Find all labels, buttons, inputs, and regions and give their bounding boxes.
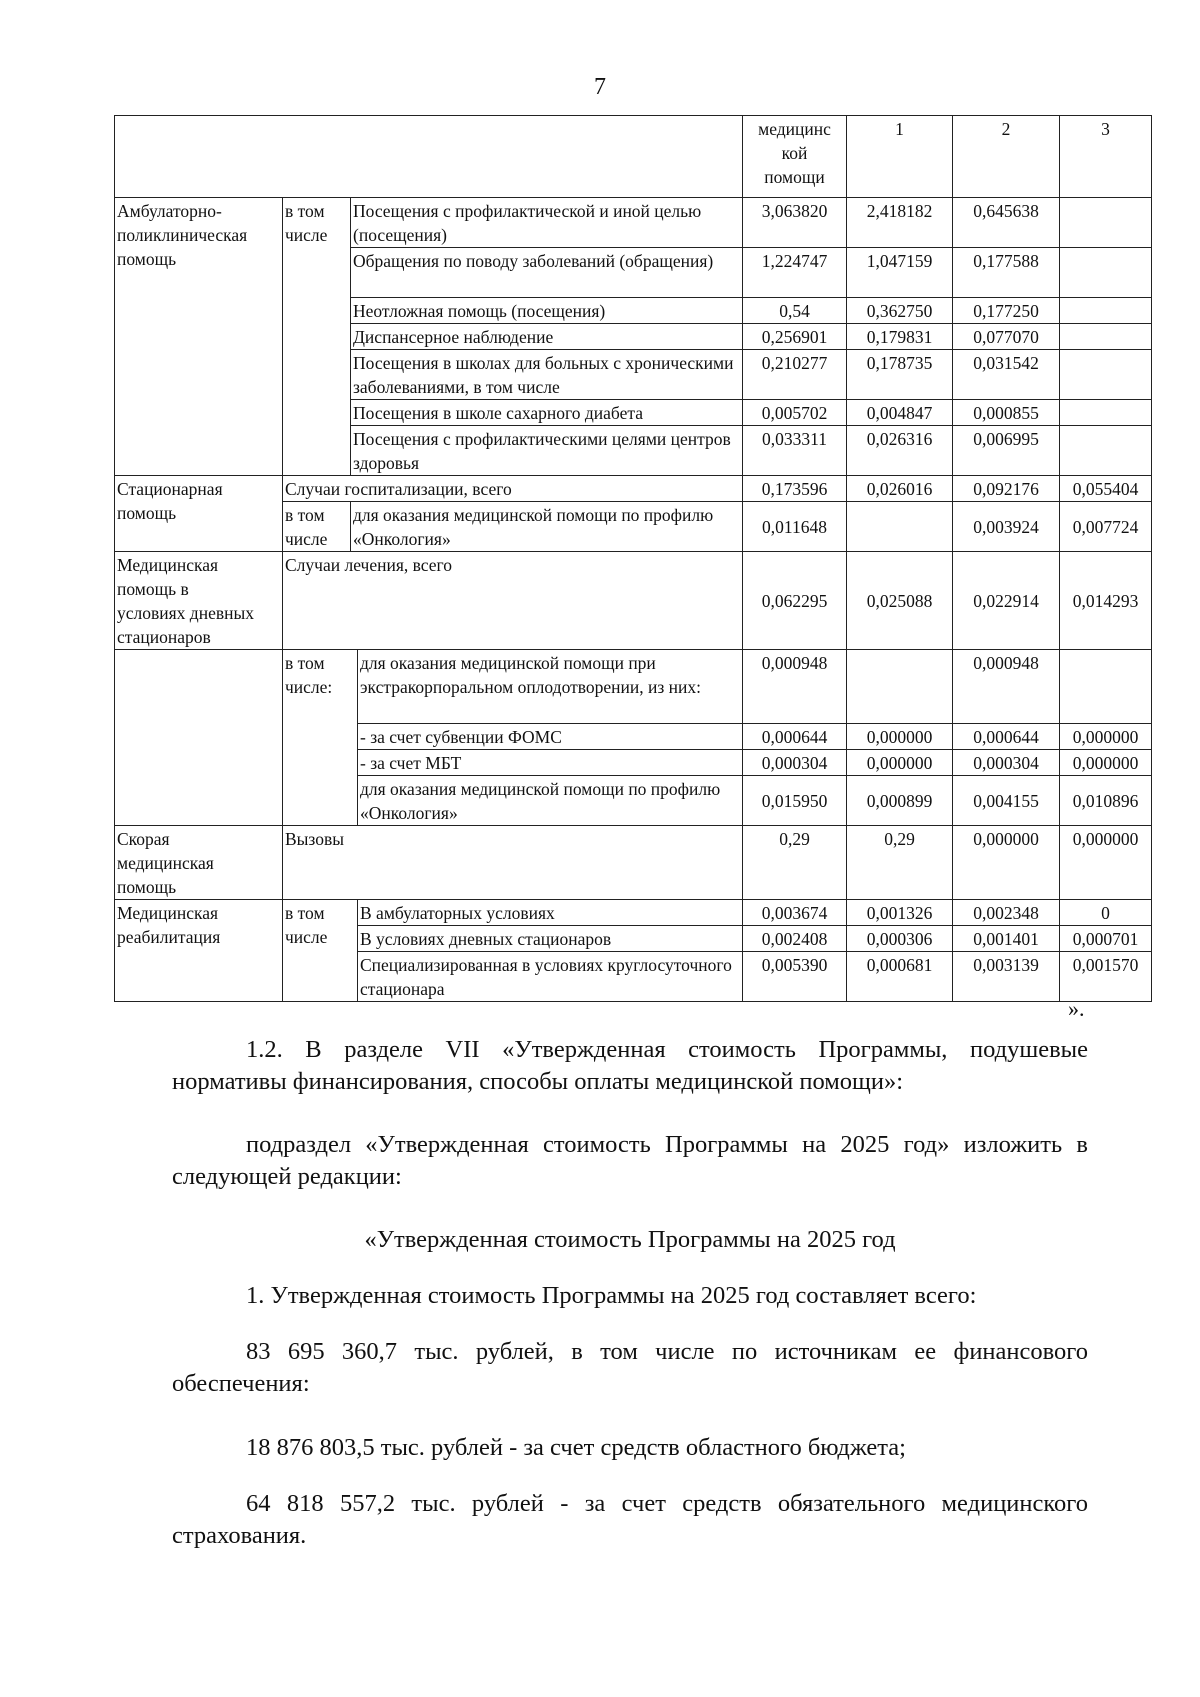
table-row: [115, 198, 1152, 248]
row-name: Специализированная в условиях круглосуточного стационара: [358, 952, 743, 1002]
coverage-norms-table: [114, 115, 1152, 1002]
table-row: [115, 552, 1152, 650]
closing-quote: ».: [1068, 996, 1085, 1021]
table-row: [115, 650, 1152, 724]
value-cell: 0,077070: [953, 324, 1060, 350]
value-cell: 0,000644: [743, 724, 847, 750]
row-name: Посещения в школе сахарного диабета: [351, 400, 743, 426]
value-cell: 0,025088: [847, 552, 953, 650]
value-cell: 0,645638: [953, 198, 1060, 248]
value-cell: 0,000948: [743, 650, 847, 724]
value-cell: 0,062295: [743, 552, 847, 650]
row-name: Диспансерное наблюдение: [351, 324, 743, 350]
paragraph-amount: 83 695 360,7 тыс. рублей, в том числе по источникам ее финансового обеспечения:: [172, 1338, 1088, 1397]
row-name: - за счет субвенции ФОМС: [358, 724, 743, 750]
value-cell: 0,004155: [953, 776, 1060, 826]
value-cell: 1,047159: [847, 248, 953, 298]
row-name: В условиях дневных стационаров: [358, 926, 743, 952]
value-cell: [1060, 650, 1152, 724]
value-cell: 1,224747: [743, 248, 847, 298]
row-name: для оказания медицинской помощи по профилю «Онкология»: [358, 776, 743, 826]
value-cell: 0,003674: [743, 900, 847, 926]
value-cell: 0,000644: [953, 724, 1060, 750]
value-cell: 0,177588: [953, 248, 1060, 298]
row-name: для оказания медицинской помощи по профилю «Онкология»: [351, 502, 743, 552]
table-header-row: [115, 116, 1152, 198]
value-cell: 0,177250: [953, 298, 1060, 324]
row-name: В амбулаторных условиях: [358, 900, 743, 926]
value-cell: 0,001401: [953, 926, 1060, 952]
value-cell: 0,000000: [1060, 724, 1152, 750]
value-cell: [1060, 198, 1152, 248]
value-cell: 0,003139: [953, 952, 1060, 1002]
value-cell: 0,004847: [847, 400, 953, 426]
row-name: Обращения по поводу заболеваний (обращения): [351, 248, 743, 298]
value-cell: 0,29: [743, 826, 847, 900]
value-cell: 0,000000: [847, 724, 953, 750]
value-cell: 0,002408: [743, 926, 847, 952]
incl-label: в том числе: [283, 198, 351, 476]
paragraph-section-1-2: 1.2. В разделе VII «Утвержденная стоимость Программы, подушевые нормативы финансирования, способы оплаты медицинской помощи»:: [172, 1036, 1088, 1095]
value-cell: [1060, 426, 1152, 476]
section-label: Медицинская помощь в условиях дневных стационаров: [115, 552, 283, 650]
value-cell: 0,002348: [953, 900, 1060, 926]
value-cell: 0,362750: [847, 298, 953, 324]
row-name: Посещения в школах для больных с хроническими заболеваниями, в том числе: [351, 350, 743, 400]
row-name: Посещения с профилактической и иной целью (посещения): [351, 198, 743, 248]
value-cell: 0,031542: [953, 350, 1060, 400]
page-number: 7: [594, 74, 606, 100]
value-cell: 0,026316: [847, 426, 953, 476]
incl-label: в том числе: [283, 900, 358, 1002]
header-cell: медицинс кой помощи: [743, 116, 847, 198]
value-cell: [847, 502, 953, 552]
row-name: для оказания медицинской помощи при экстракорпоральном оплодотворении, из них:: [358, 650, 743, 724]
value-cell: 0,015950: [743, 776, 847, 826]
value-cell: 0,000000: [1060, 750, 1152, 776]
value-cell: 0,179831: [847, 324, 953, 350]
value-cell: [1060, 298, 1152, 324]
paragraph-regional-budget: 18 876 803,5 тыс. рублей - за счет средств областного бюджета;: [246, 1434, 906, 1461]
value-cell: 0,210277: [743, 350, 847, 400]
value-cell: 0,000681: [847, 952, 953, 1002]
paragraph-subsection: подраздел «Утвержденная стоимость Программы на 2025 год» изложить в следующей редакции:: [172, 1131, 1088, 1190]
row-name: - за счет МБТ: [358, 750, 743, 776]
value-cell: 0,256901: [743, 324, 847, 350]
value-cell: 0,011648: [743, 502, 847, 552]
value-cell: 0,010896: [1060, 776, 1152, 826]
value-cell: 0,000855: [953, 400, 1060, 426]
value-cell: 0,055404: [1060, 476, 1152, 502]
section-label: Скорая медицинская помощь: [115, 826, 283, 900]
value-cell: 0,033311: [743, 426, 847, 476]
value-cell: [1060, 248, 1152, 298]
value-cell: 0,014293: [1060, 552, 1152, 650]
header-cell: 2: [953, 116, 1060, 198]
incl-label: в том числе: [283, 502, 351, 552]
row-name: Случаи госпитализации, всего: [283, 476, 743, 502]
value-cell: 0,001570: [1060, 952, 1152, 1002]
value-cell: 0,000306: [847, 926, 953, 952]
section-label: Стационарная помощь: [115, 476, 283, 552]
row-name: Вызовы: [283, 826, 743, 900]
value-cell: [1060, 350, 1152, 400]
value-cell: [1060, 400, 1152, 426]
table-row: [115, 900, 1152, 926]
paragraph-oms: 64 818 557,2 тыс. рублей - за счет средств обязательного медицинского страхования.: [172, 1490, 1088, 1549]
paragraph-total-cost: 1. Утвержденная стоимость Программы на 2025 год составляет всего:: [246, 1282, 977, 1309]
value-cell: 0,005702: [743, 400, 847, 426]
value-cell: 0,022914: [953, 552, 1060, 650]
value-cell: 0,000948: [953, 650, 1060, 724]
row-name: Случаи лечения, всего: [283, 552, 743, 650]
value-cell: 0,092176: [953, 476, 1060, 502]
value-cell: [847, 650, 953, 724]
incl-label: в том числе:: [283, 650, 358, 826]
value-cell: 0,006995: [953, 426, 1060, 476]
value-cell: 3,063820: [743, 198, 847, 248]
row-name: Посещения с профилактическими целями центров здоровья: [351, 426, 743, 476]
section-label: Амбулаторно- поликлиническая помощь: [115, 198, 283, 476]
value-cell: 0,000000: [847, 750, 953, 776]
value-cell: 0,000304: [743, 750, 847, 776]
value-cell: 0,005390: [743, 952, 847, 1002]
section-label: Медицинская реабилитация: [115, 900, 283, 1002]
table-row: [115, 826, 1152, 900]
value-cell: 0,29: [847, 826, 953, 900]
value-cell: 0,003924: [953, 502, 1060, 552]
value-cell: 0,000304: [953, 750, 1060, 776]
subsection-heading: «Утвержденная стоимость Программы на 2025 год: [364, 1226, 896, 1253]
value-cell: 0,54: [743, 298, 847, 324]
value-cell: 0,173596: [743, 476, 847, 502]
value-cell: 0,000000: [953, 826, 1060, 900]
header-cell: 1: [847, 116, 953, 198]
value-cell: 0,000701: [1060, 926, 1152, 952]
value-cell: 0,000899: [847, 776, 953, 826]
table-row: [115, 476, 1152, 502]
row-name: Неотложная помощь (посещения): [351, 298, 743, 324]
value-cell: 0,001326: [847, 900, 953, 926]
value-cell: 2,418182: [847, 198, 953, 248]
value-cell: 0,178735: [847, 350, 953, 400]
value-cell: 0,000000: [1060, 826, 1152, 900]
value-cell: 0,026016: [847, 476, 953, 502]
value-cell: 0: [1060, 900, 1152, 926]
value-cell: [1060, 324, 1152, 350]
value-cell: 0,007724: [1060, 502, 1152, 552]
header-cell: 3: [1060, 116, 1152, 198]
